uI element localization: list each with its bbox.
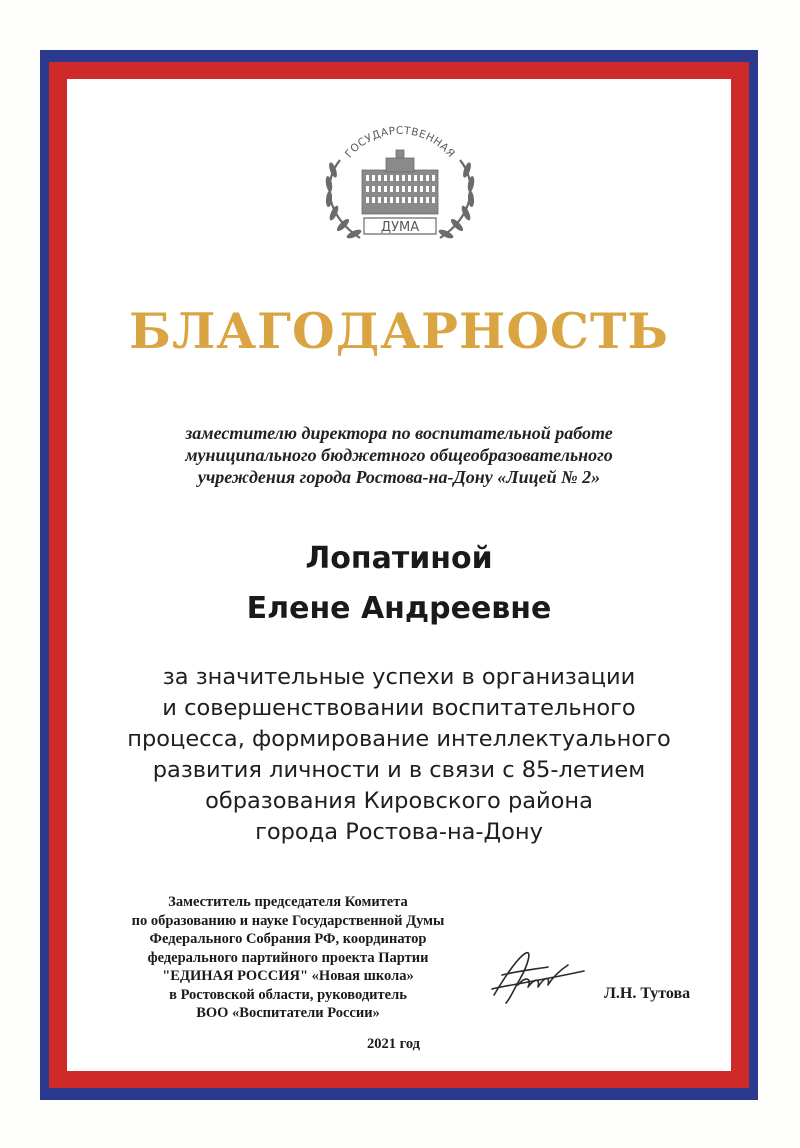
signer-title-line: Заместитель председателя Комитета: [168, 894, 408, 910]
certificate-title: БЛАГОДАРНОСТЬ: [129, 302, 669, 360]
recipient-surname: Лопатиной: [305, 541, 493, 576]
award-reason-line: и совершенствовании воспитательного: [162, 695, 636, 721]
signer-title-line: ВОО «Воспитатели России»: [196, 1005, 380, 1021]
issue-year: 2021 год: [367, 1036, 421, 1052]
signer-title-line: Федерального Собрания РФ, координатор: [149, 931, 427, 947]
signer-title-line: в Ростовской области, руководитель: [169, 986, 407, 1003]
handwritten-signature-icon: [488, 945, 588, 1010]
award-reason-line: за значительные успехи в организации: [162, 664, 636, 690]
signer-title-line: федерального партийного проекта Партии: [147, 949, 429, 966]
award-reason-line: города Ростова-на-Дону: [255, 819, 543, 845]
award-reason-line: развития личности и в связи с 85-летием: [152, 757, 646, 783]
emblem-top-text: ГОСУДАРСТВЕННАЯ: [342, 124, 458, 161]
recipient-given-names: Елене Андреевне: [246, 591, 552, 626]
recipient-role: [67, 422, 731, 488]
signer-title-line: по образованию и науке Государственной Думы: [131, 912, 445, 929]
emblem-bottom-text: ДУМА: [380, 220, 420, 235]
signer-name: Л.Н. Тутова: [604, 985, 691, 1002]
signer-title: [98, 893, 478, 1023]
signer-title-line: "ЕДИНАЯ РОССИЯ" «Новая школа»: [162, 968, 414, 984]
award-reason-line: образования Кировского района: [205, 788, 593, 814]
award-reason-line: процесса, формирование интеллектуального: [127, 726, 671, 752]
recipient-role-line: учреждения города Ростова-на-Дону «Лицей № 2»: [197, 467, 601, 487]
state-duma-emblem-icon: [300, 120, 500, 250]
recipient-role-line: заместителю директора по воспитательной работе: [185, 423, 613, 443]
award-reason: [67, 662, 731, 848]
recipient-name: [67, 534, 731, 634]
recipient-role-line: муниципального бюджетного общеобразовательного: [185, 445, 613, 465]
